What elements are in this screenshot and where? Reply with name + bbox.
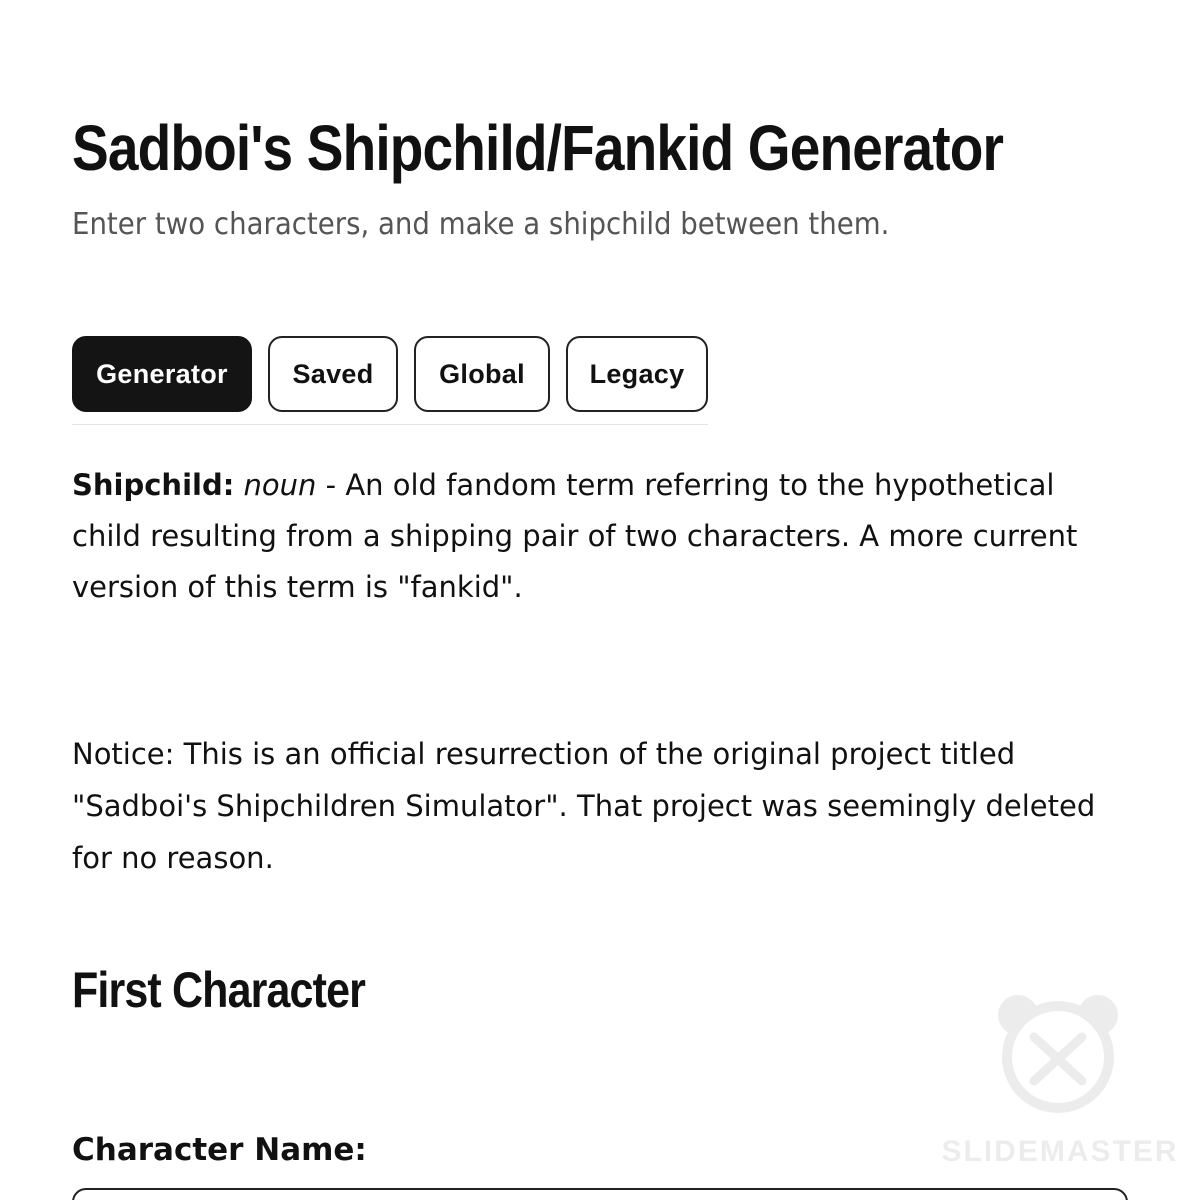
tab-saved[interactable]: Saved: [268, 336, 398, 412]
tab-generator[interactable]: Generator: [72, 336, 252, 412]
definition-text: - An old fandom term referring to the hypothetical child resulting from a shipping pair of two characters. A more current version of this term is "fankid".: [72, 468, 1078, 604]
definition-part-of-speech: noun: [243, 468, 317, 502]
page-title: Sadboi's Shipchild/Fankid Generator: [72, 112, 1004, 184]
panda-logo-icon: [988, 985, 1128, 1115]
page-subtitle: Enter two characters, and make a shipchild between them.: [72, 207, 890, 242]
notice-text: Notice: This is an official resurrection of the original project titled "Sadboi's Shipchildren Simulator". That project was seemingly deleted for no reason.: [72, 737, 1096, 875]
first-character-heading: First Character: [72, 962, 366, 1018]
character-name-label: Character Name:: [72, 1132, 367, 1168]
tab-bar: [72, 336, 708, 412]
character-name-input[interactable]: [72, 1188, 1128, 1200]
tab-bar-divider: [72, 424, 708, 425]
definition-term: Shipchild:: [72, 468, 235, 502]
shipchild-definition: [72, 460, 1132, 613]
watermark-text: SLIDEMASTER: [941, 1135, 1179, 1168]
tab-legacy[interactable]: Legacy: [566, 336, 708, 412]
watermark: [940, 985, 1180, 1185]
tab-global[interactable]: Global: [414, 336, 550, 412]
